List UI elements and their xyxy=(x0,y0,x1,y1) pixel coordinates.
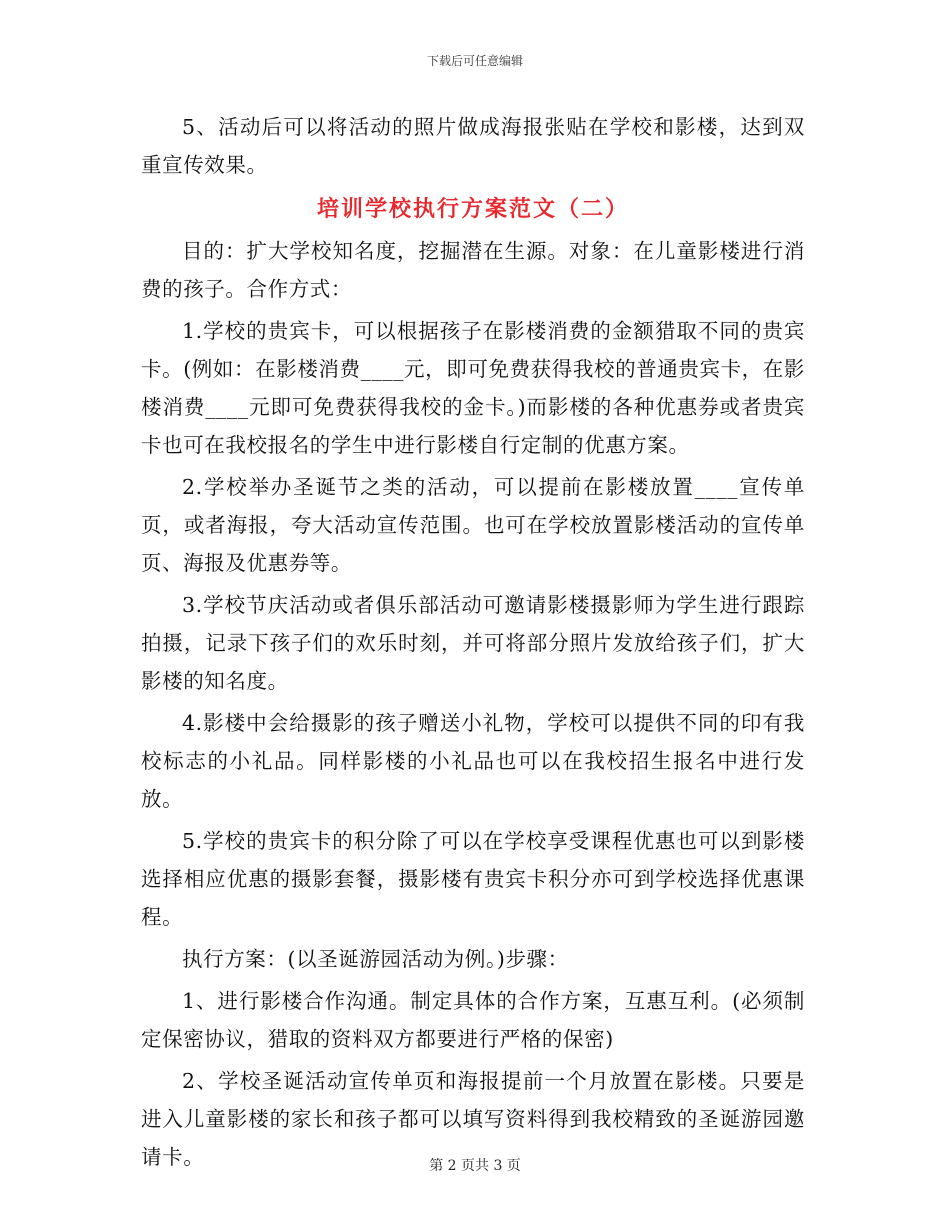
section-title: 培训学校执行方案范文（二） xyxy=(316,196,629,222)
paragraph-step-2: 2、学校圣诞活动宣传单页和海报提前一个月放置在影楼。只要是进入儿童影楼的家长和孩子都可以填写资料得到我校精致的圣诞游园邀请卡。 xyxy=(141,1069,805,1169)
paragraph-step-1: 1、进行影楼合作沟通。制定具体的合作方案，互惠互利。(必须制定保密协议，猎取的资料双方都要进行严格的保密) xyxy=(141,989,805,1051)
page-header: 下载后可任意编辑 xyxy=(426,54,523,68)
paragraph-coop-1: 1.学校的贵宾卡，可以根据孩子在影楼消费的金额猎取不同的贵宾卡。(例如：在影楼消费____元，即可免费获得我校的普通贵宾卡，在影楼消费____元即可免费获得我校的金卡。)而影楼的各种优惠券或者贵宾卡也可在我校报名的学生中进行影楼自行定制的优惠方案。 xyxy=(141,319,805,457)
document-body xyxy=(141,108,805,1180)
paragraph-coop-5: 5.学校的贵宾卡的积分除了可以在学校享受课程优惠也可以到影楼选择相应优惠的摄影套餐，摄影楼有贵宾卡积分亦可到学校选择优惠课程。 xyxy=(141,829,805,929)
paragraph-coop-2: 2.学校举办圣诞节之类的活动，可以提前在影楼放置____宣传单页，或者海报，夸大活动宣传范围。也可在学校放置影楼活动的宣传单页、海报及优惠券等。 xyxy=(141,475,805,575)
paragraph-plan-intro: 执行方案：(以圣诞游园活动为例。)步骤： xyxy=(182,947,569,971)
paragraph-activity-5: 5、活动后可以将活动的照片做成海报张贴在学校和影楼，达到双重宣传效果。 xyxy=(141,115,805,177)
paragraph-coop-3: 3.学校节庆活动或者俱乐部活动可邀请影楼摄影师为学生进行跟踪拍摄，记录下孩子们的欢乐时刻，并可将部分照片发放给孩子们，扩大影楼的知名度。 xyxy=(141,593,805,693)
page-footer: 第 2 页共 3 页 xyxy=(429,1158,521,1174)
paragraph-coop-4: 4.影楼中会给摄影的孩子赠送小礼物，学校可以提供不同的印有我校标志的小礼品。同样影楼的小礼品也可以在我校招生报名中进行发放。 xyxy=(141,711,805,811)
paragraph-purpose: 目的：扩大学校知名度，挖掘潜在生源。对象：在儿童影楼进行消费的孩子。合作方式： xyxy=(141,239,805,301)
